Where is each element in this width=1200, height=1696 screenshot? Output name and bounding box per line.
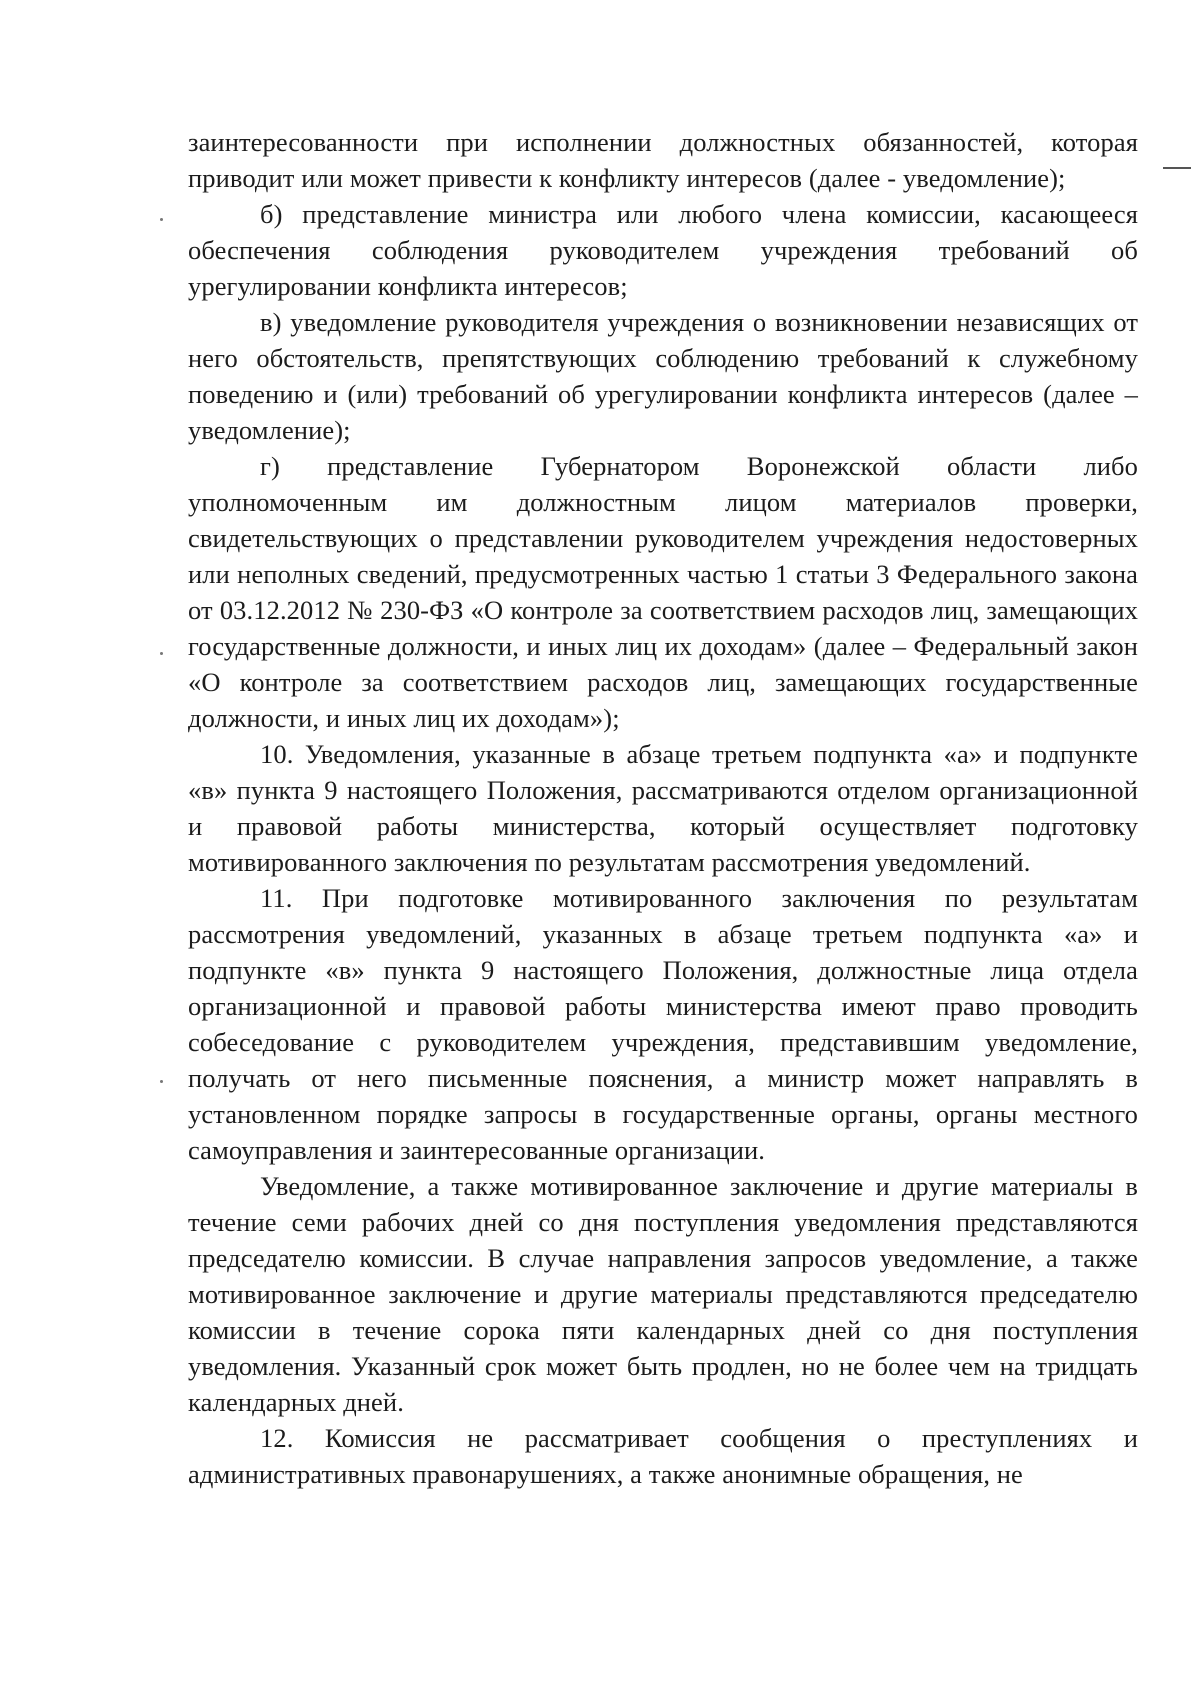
paragraph-item-10: 10. Уведомления, указанные в абзаце третьем подпункта «а» и подпункте «в» пункта 9 настоящего Положения, рассматриваются отделом организационной и правовой работы министерства, который осуществляет подготовку мотивированного заключения по результатам рассмотрения уведомлений. bbox=[188, 739, 1138, 877]
document-body bbox=[188, 124, 1138, 1492]
scan-speck bbox=[160, 1080, 163, 1083]
paragraph-subitem-g: г) представление Губернатором Воронежской области либо уполномоченным им должностным лицом материалов проверки, свидетельствующих о представлении руководителем учреждения недостоверных или неполных сведений, предусмотренных частью 1 статьи 3 Федерального закона от 03.12.2012 № 230-ФЗ «О контроле за соответствием расходов лиц, замещающих государственные должности, и иных лиц их доходам» (далее – Федеральный закон «О контроле за соответствием расходов лиц, замещающих государственные должности, и иных лиц их доходам»); bbox=[188, 451, 1138, 733]
scan-margin-dash bbox=[1163, 167, 1191, 169]
paragraph-subitem-v: в) уведомление руководителя учреждения о возникновении независящих от него обстоятельств, препятствующих соблюдению требований к служебному поведению и (или) требований об урегулировании конфликта интересов (далее – уведомление); bbox=[188, 307, 1138, 445]
scan-speck bbox=[160, 652, 163, 655]
paragraph-item-11-second: Уведомление, а также мотивированное заключение и другие материалы в течение семи рабочих дней со дня поступления уведомления представляются председателю комиссии. В случае направления запросов уведомление, а также мотивированное заключение и другие материалы представляются председателю комиссии в течение сорока пяти календарных дней со дня поступления уведомления. Указанный срок может быть продлен, но не более чем на тридцать календарных дней. bbox=[188, 1171, 1138, 1417]
paragraph-subitem-b: б) представление министра или любого члена комиссии, касающееся обеспечения соблюдения руководителем учреждения требований об урегулировании конфликта интересов; bbox=[188, 199, 1138, 301]
paragraph-intro-continuation: заинтересованности при исполнении должностных обязанностей, которая приводит или может привести к конфликту интересов (далее - уведомление); bbox=[188, 127, 1138, 193]
paragraph-item-12: 12. Комиссия не рассматривает сообщения о преступлениях и административных правонарушениях, а также анонимные обращения, не bbox=[188, 1423, 1138, 1489]
paragraph-item-11: 11. При подготовке мотивированного заключения по результатам рассмотрения уведомлений, указанных в абзаце третьем подпункта «а» и подпункте «в» пункта 9 настоящего Положения, должностные лица отдела организационной и правовой работы министерства имеют право проводить собеседование с руководителем учреждения, представившим уведомление, получать от него письменные пояснения, а министр может направлять в установленном порядке запросы в государственные органы, органы местного самоуправления и заинтересованные организации. bbox=[188, 883, 1138, 1165]
scan-speck bbox=[160, 218, 163, 221]
